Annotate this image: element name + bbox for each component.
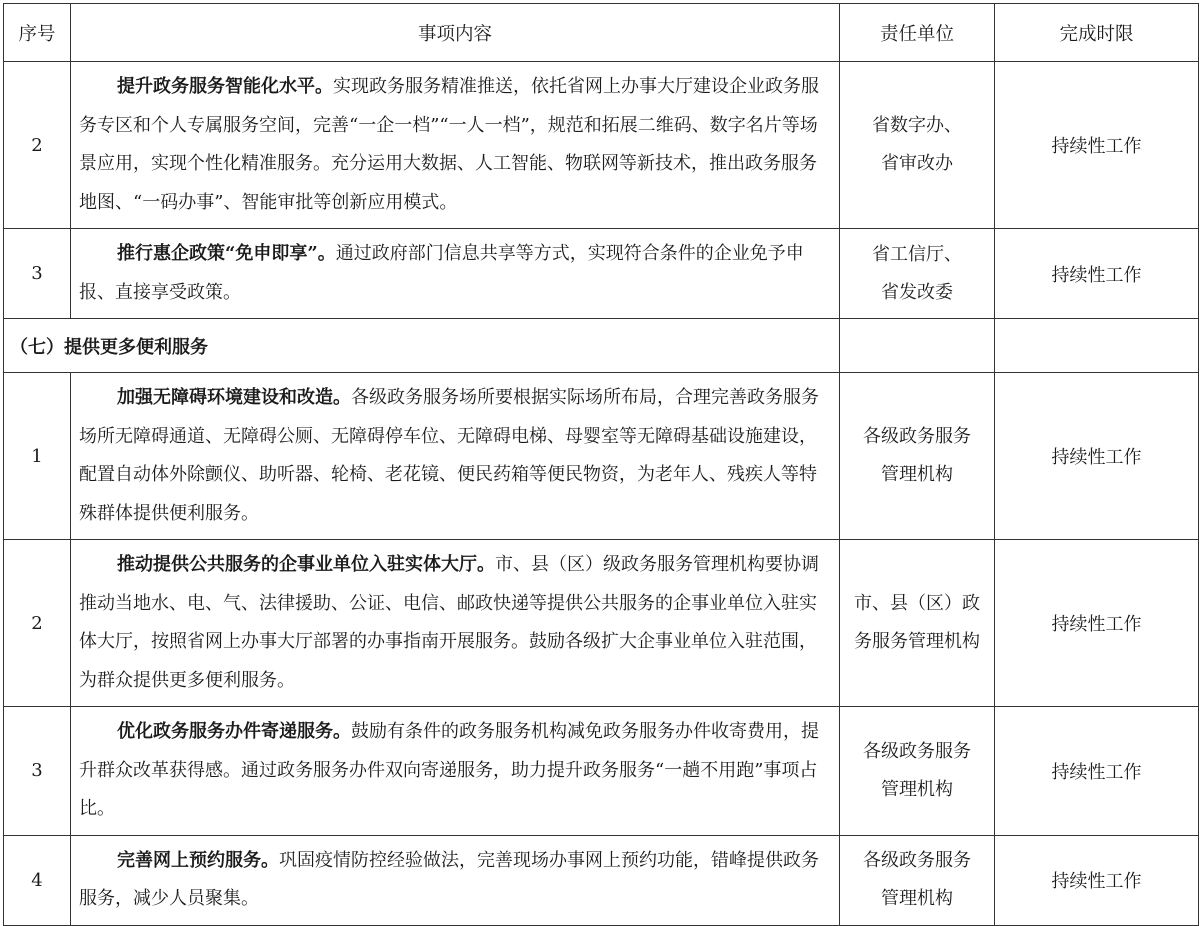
row-deadline: 持续性工作 xyxy=(995,62,1199,229)
row-content xyxy=(71,540,840,707)
row-unit-text: 各级政务服务 管理机构 xyxy=(863,426,971,485)
row-body: 实现政务服务精准推送，依托省网上办事大厅建设企业政务服务专区和个人专属服务空间，完善“一企一档”“一人一档”，规范和拓展二维码、数字名片等场景应用，实现个性化精准服务。充分运用大数据、人工智能、物联网等新技术，推出政务服务地图、“一码办事”、智能审批等创新应用模式。 xyxy=(79,76,819,213)
table-row xyxy=(4,835,1199,925)
row-unit xyxy=(840,229,995,319)
row-unit xyxy=(840,373,995,540)
row-unit-text: 省数字办、 省审改办 xyxy=(872,115,962,174)
header-content: 事项内容 xyxy=(71,4,840,62)
row-body: 巩固疫情防控经验做法，完善现场办事网上预约功能，错峰提供政务服务，减少人员聚集。 xyxy=(79,849,819,909)
header-row xyxy=(4,4,1199,62)
row-index: 3 xyxy=(4,229,71,319)
row-content xyxy=(71,62,840,229)
row-content xyxy=(71,707,840,836)
row-body: 通过政府部门信息共享等方式，实现符合条件的企业免予申报、直接享受政策。 xyxy=(79,243,804,303)
table-row xyxy=(4,62,1199,229)
task-table xyxy=(3,3,1199,926)
section-number: （七） xyxy=(10,336,64,358)
row-title: 完善网上预约服务。 xyxy=(117,849,279,871)
row-unit-text: 各级政务服务 管理机构 xyxy=(863,850,971,909)
row-content xyxy=(71,373,840,540)
row-unit-text: 市、县（区）政 务服务管理机构 xyxy=(854,593,980,652)
row-content xyxy=(71,229,840,319)
table-row xyxy=(4,707,1199,836)
row-title: 推动提供公共服务的企事业单位入驻实体大厅。 xyxy=(117,554,495,575)
row-content xyxy=(71,835,840,925)
row-deadline: 持续性工作 xyxy=(995,373,1199,540)
row-unit-text: 省工信厅、 省发改委 xyxy=(872,243,962,303)
section-title: 提供更多便利服务 xyxy=(64,336,208,358)
row-index: 1 xyxy=(4,373,71,540)
row-title: 推行惠企政策“免申即享”。 xyxy=(117,243,336,264)
section-row xyxy=(4,319,1199,373)
row-body: 市、县（区）级政务服务管理机构要协调推动当地水、电、气、法律援助、公证、电信、邮政快递等提供公共服务的企事业单位入驻实体大厅，按照省网上办事大厅部署的办事指南开展服务。鼓励各级扩大企事业单位入驻范围，为群众提供更多便利服务。 xyxy=(79,554,819,691)
row-title: 优化政务服务办件寄递服务。 xyxy=(117,721,351,742)
section-heading xyxy=(4,319,840,373)
row-unit-text: 各级政务服务 管理机构 xyxy=(863,740,971,800)
row-unit xyxy=(840,62,995,229)
row-index: 4 xyxy=(4,835,71,925)
row-deadline: 持续性工作 xyxy=(995,707,1199,836)
row-body: 各级政务服务场所要根据实际场所布局，合理完善政务服务场所无障碍通道、无障碍公厕、无障碍停车位、无障碍电梯、母婴室等无障碍基础设施建设，配置自动体外除颤仪、助听器、轮椅、老花镜、便民药箱等便民物资，为老年人、残疾人等特殊群体提供便利服务。 xyxy=(79,387,819,524)
header-unit: 责任单位 xyxy=(840,4,995,62)
header-deadline: 完成时限 xyxy=(995,4,1199,62)
section-unit-empty xyxy=(840,319,995,373)
row-deadline: 持续性工作 xyxy=(995,835,1199,925)
row-title: 提升政务服务智能化水平。 xyxy=(117,76,333,97)
row-unit xyxy=(840,540,995,707)
row-deadline: 持续性工作 xyxy=(995,229,1199,319)
row-unit xyxy=(840,835,995,925)
header-index: 序号 xyxy=(4,4,71,62)
row-index: 2 xyxy=(4,540,71,707)
row-title: 加强无障碍环境建设和改造。 xyxy=(117,387,351,408)
section-deadline-empty xyxy=(995,319,1199,373)
table-row xyxy=(4,373,1199,540)
row-body: 鼓励有条件的政务服务机构减免政务服务办件收寄费用，提升群众改革获得感。通过政务服务办件双向寄递服务，助力提升政务服务“一趟不用跑”事项占比。 xyxy=(79,721,819,819)
row-index: 3 xyxy=(4,707,71,836)
row-deadline: 持续性工作 xyxy=(995,540,1199,707)
row-index: 2 xyxy=(4,62,71,229)
row-unit xyxy=(840,707,995,836)
table-row xyxy=(4,540,1199,707)
table-row xyxy=(4,229,1199,319)
